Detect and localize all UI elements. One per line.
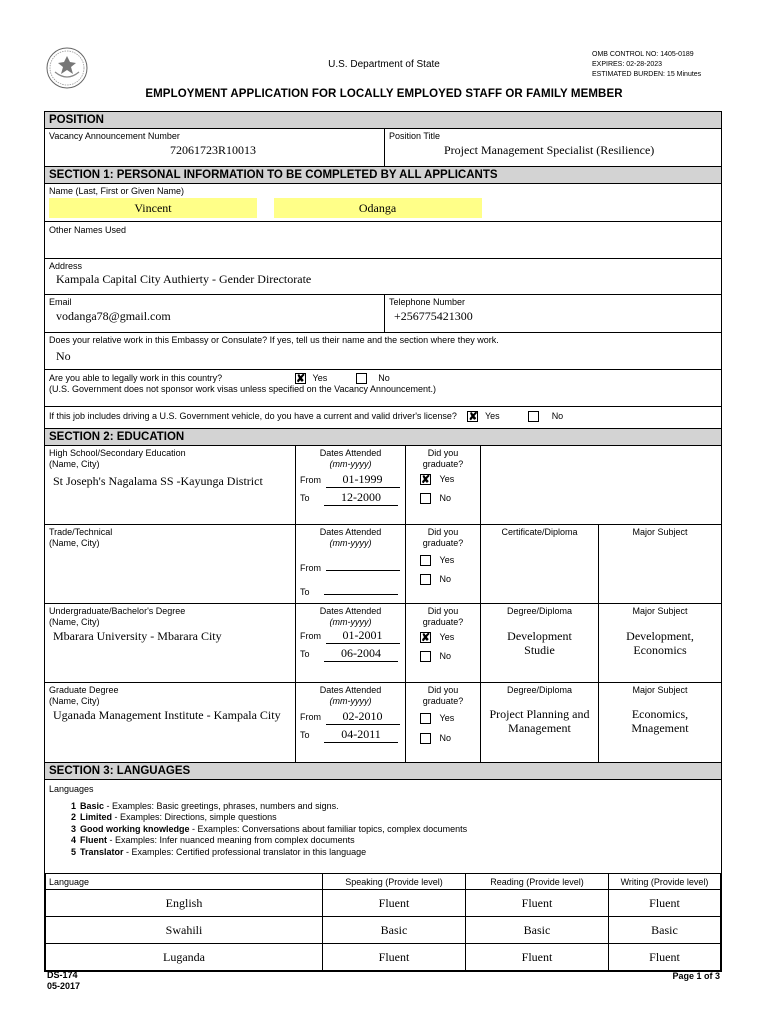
trade-no-checkbox[interactable] bbox=[420, 574, 431, 585]
section2-heading: SECTION 2: EDUCATION bbox=[45, 429, 721, 446]
undergrad-dates bbox=[295, 604, 405, 682]
undergrad-graduate bbox=[405, 604, 480, 682]
graduate-value: Uganada Management Institute - Kampala City bbox=[53, 708, 281, 722]
graduate-to-input[interactable]: 04-2011 bbox=[324, 727, 398, 743]
omb-expires: EXPIRES: 02-28-2023 bbox=[592, 61, 663, 68]
omb-control: OMB CONTROL NO: 1405-0189 bbox=[592, 51, 694, 58]
languages-table bbox=[45, 873, 721, 971]
dates-format: (mm-yyyy) bbox=[329, 617, 372, 627]
writing-cell[interactable]: Fluent bbox=[609, 890, 721, 917]
undergrad-major-value: Development, Economics bbox=[626, 629, 694, 657]
high-school-extra bbox=[480, 446, 721, 524]
high-school-yes-checkbox[interactable]: ✘ bbox=[421, 474, 431, 487]
undergrad-sublabel: (Name, City) bbox=[49, 617, 100, 627]
position-title-label: Position Title bbox=[389, 131, 441, 141]
high-school-name-field[interactable] bbox=[45, 446, 295, 524]
graduate-label: Did you bbox=[427, 606, 459, 616]
other-names-label: Other Names Used bbox=[49, 225, 127, 235]
trade-yes-checkbox[interactable] bbox=[420, 555, 431, 566]
to-label: To bbox=[300, 587, 310, 597]
language-level-desc: - Examples: Infer nuanced meaning from complex documents bbox=[107, 835, 355, 846]
legal-no-label: No bbox=[378, 373, 390, 383]
graduate-degree-sublabel: (Name, City) bbox=[49, 696, 100, 706]
to-label: To bbox=[300, 649, 310, 659]
from-label: From bbox=[300, 563, 321, 573]
form-date: 05-2017 bbox=[47, 981, 81, 991]
phone-value: +256775421300 bbox=[394, 309, 473, 323]
graduate-major-value: Economics, Mnagement bbox=[631, 707, 689, 735]
table-row bbox=[46, 890, 721, 917]
high-school-row bbox=[45, 446, 721, 525]
writing-cell[interactable]: Basic bbox=[609, 917, 721, 944]
writing-cell[interactable]: Fluent bbox=[609, 944, 721, 971]
reading-column-header: Reading (Provide level) bbox=[466, 874, 609, 890]
table-row bbox=[46, 917, 721, 944]
license-yes-checkbox[interactable]: ✘ bbox=[468, 411, 478, 424]
language-level-number: 5 bbox=[71, 846, 77, 857]
graduate-dates bbox=[295, 683, 405, 762]
language-cell[interactable]: Swahili bbox=[46, 917, 323, 944]
undergrad-yes-checkbox[interactable]: ✘ bbox=[421, 632, 431, 645]
language-level-desc: - Examples: Conversations about familiar topics, complex documents bbox=[189, 823, 468, 834]
undergrad-to-input[interactable]: 06-2004 bbox=[324, 646, 398, 662]
trade-from-input[interactable] bbox=[326, 557, 400, 571]
graduate-degree-value: Project Planning and Management bbox=[489, 707, 590, 735]
dates-format: (mm-yyyy) bbox=[329, 538, 372, 548]
from-label: From bbox=[300, 631, 321, 641]
graduate-name-field[interactable] bbox=[45, 683, 295, 762]
graduate-yes-checkbox[interactable] bbox=[420, 713, 431, 724]
dates-label: Dates Attended bbox=[319, 685, 382, 695]
legal-work-field bbox=[45, 370, 721, 406]
language-level-name: Good working knowledge bbox=[80, 823, 190, 834]
address-field[interactable] bbox=[45, 259, 721, 294]
levels-list bbox=[49, 801, 717, 859]
language-cell[interactable]: English bbox=[46, 890, 323, 917]
language-level-number: 2 bbox=[71, 812, 77, 823]
language-cell[interactable]: Luganda bbox=[46, 944, 323, 971]
language-level-desc: - Examples: Directions, simple questions bbox=[112, 812, 277, 823]
legal-yes-checkbox[interactable]: ✘ bbox=[296, 373, 306, 386]
position-heading: POSITION bbox=[45, 112, 721, 129]
undergrad-from-input[interactable]: 01-2001 bbox=[326, 628, 400, 644]
graduate-degree-label: Graduate Degree bbox=[49, 685, 119, 695]
relative-field[interactable] bbox=[45, 333, 721, 369]
language-level-item bbox=[49, 847, 717, 859]
language-level-number: 4 bbox=[71, 835, 77, 846]
speaking-cell[interactable]: Fluent bbox=[323, 890, 466, 917]
trade-to-input[interactable] bbox=[324, 581, 398, 595]
trade-sublabel: (Name, City) bbox=[49, 538, 100, 548]
language-column-header: Language bbox=[46, 874, 323, 890]
speaking-column-header: Speaking (Provide level) bbox=[323, 874, 466, 890]
trade-graduate bbox=[405, 525, 480, 603]
high-school-dates bbox=[295, 446, 405, 524]
writing-column-header: Writing (Provide level) bbox=[609, 874, 721, 890]
legal-work-question: Are you able to legally work in this country? bbox=[49, 373, 223, 383]
undergrad-value: Mbarara University - Mbarara City bbox=[53, 629, 222, 643]
last-name-input[interactable]: Odanga bbox=[274, 198, 482, 218]
graduate-label: Did you bbox=[427, 685, 459, 695]
to-label: To bbox=[300, 730, 310, 740]
languages-label: Languages bbox=[49, 784, 94, 794]
language-level-desc: - Examples: Basic greetings, phrases, numbers and signs. bbox=[104, 800, 339, 811]
omb-info bbox=[592, 50, 701, 80]
form-id bbox=[47, 970, 80, 992]
graduate-sublabel: graduate? bbox=[422, 459, 464, 469]
dates-label: Dates Attended bbox=[319, 448, 382, 458]
reading-cell[interactable]: Basic bbox=[466, 917, 609, 944]
form-title: EMPLOYMENT APPLICATION FOR LOCALLY EMPLOYED STAFF OR FAMILY MEMBER bbox=[145, 88, 623, 100]
language-level-name: Basic bbox=[80, 800, 105, 811]
language-level-desc: - Examples: Certified professional translator in this language bbox=[123, 846, 367, 857]
high-school-to-input[interactable]: 12-2000 bbox=[324, 490, 398, 506]
major-label: Major Subject bbox=[632, 606, 688, 616]
graduate-label: Did you bbox=[427, 527, 459, 537]
language-level-name: Translator bbox=[80, 846, 124, 857]
graduate-degree-field[interactable] bbox=[480, 683, 598, 762]
no-label: No bbox=[439, 651, 452, 662]
high-school-label: High School/Secondary Education bbox=[49, 448, 186, 458]
undergrad-row bbox=[45, 604, 721, 683]
high-school-sublabel: (Name, City) bbox=[49, 459, 100, 469]
email-field[interactable] bbox=[45, 295, 384, 332]
omb-burden: ESTIMATED BURDEN: 15 Minutes bbox=[592, 71, 702, 78]
trade-dates bbox=[295, 525, 405, 603]
dates-label: Dates Attended bbox=[319, 527, 382, 537]
application-form bbox=[44, 111, 722, 972]
no-label: No bbox=[439, 574, 452, 585]
legal-yes-label: Yes bbox=[312, 373, 328, 383]
high-school-value: St Joseph's Nagalama SS -Kayunga District bbox=[53, 474, 263, 488]
relative-question: Does your relative work in this Embassy or Consulate? If yes, tell us their name and the section where they work. bbox=[49, 335, 499, 345]
high-school-graduate bbox=[405, 446, 480, 524]
graduate-sublabel: graduate? bbox=[422, 617, 464, 627]
legal-work-note: (U.S. Government does not sponsor work visas unless specified on the Vacancy Announcement.) bbox=[49, 384, 437, 394]
phone-field[interactable] bbox=[384, 295, 721, 332]
major-label: Major Subject bbox=[632, 685, 688, 695]
section1-heading: SECTION 1: PERSONAL INFORMATION TO BE COMPLETED BY ALL APPLICANTS bbox=[45, 167, 721, 184]
email-value: vodanga78@gmail.com bbox=[56, 309, 171, 323]
language-level-number: 3 bbox=[71, 823, 77, 834]
trade-label: Trade/Technical bbox=[49, 527, 113, 537]
no-label: No bbox=[439, 733, 452, 744]
speaking-cell[interactable]: Basic bbox=[323, 917, 466, 944]
yes-label: Yes bbox=[439, 632, 455, 642]
phone-label: Telephone Number bbox=[389, 297, 466, 307]
graduate-row bbox=[45, 683, 721, 763]
graduate-from-input[interactable]: 02-2010 bbox=[326, 709, 400, 725]
undergrad-name-field[interactable] bbox=[45, 604, 295, 682]
graduate-graduate bbox=[405, 683, 480, 762]
undergrad-label: Undergraduate/Bachelor's Degree bbox=[49, 606, 186, 616]
from-label: From bbox=[300, 475, 321, 485]
cert-label: Certificate/Diploma bbox=[501, 527, 578, 537]
vacancy-number-field[interactable] bbox=[45, 129, 384, 166]
first-name-input[interactable]: Vincent bbox=[49, 198, 257, 218]
from-label: From bbox=[300, 712, 321, 722]
reading-cell[interactable]: Fluent bbox=[466, 944, 609, 971]
graduate-major-field[interactable] bbox=[598, 683, 721, 762]
graduate-label: Did you bbox=[427, 448, 459, 458]
to-label: To bbox=[300, 493, 310, 503]
speaking-cell[interactable]: Fluent bbox=[323, 944, 466, 971]
position-title-field[interactable] bbox=[384, 129, 721, 166]
high-school-no-checkbox[interactable] bbox=[420, 493, 431, 504]
dates-format: (mm-yyyy) bbox=[329, 459, 372, 469]
dates-label: Dates Attended bbox=[319, 606, 382, 616]
dates-format: (mm-yyyy) bbox=[329, 696, 372, 706]
legal-no-checkbox[interactable] bbox=[356, 373, 367, 384]
vacancy-number-value: 72061723R10013 bbox=[170, 143, 257, 157]
yes-label: Yes bbox=[439, 474, 455, 484]
vacancy-number-label: Vacancy Announcement Number bbox=[49, 131, 180, 141]
department-name: U.S. Department of State bbox=[328, 59, 440, 70]
language-level-name: Limited bbox=[80, 812, 113, 823]
language-level-item bbox=[49, 835, 717, 847]
high-school-from-input[interactable]: 01-1999 bbox=[326, 472, 400, 488]
email-label: Email bbox=[49, 297, 72, 307]
position-title-value: Project Management Specialist (Resilience) bbox=[444, 143, 655, 157]
section3-heading: SECTION 3: LANGUAGES bbox=[45, 763, 721, 780]
degree-label: Degree/Diploma bbox=[506, 685, 573, 695]
language-level-number: 1 bbox=[71, 800, 77, 811]
graduate-no-checkbox[interactable] bbox=[420, 733, 431, 744]
trade-cert-field[interactable] bbox=[480, 525, 598, 603]
license-field bbox=[45, 407, 721, 428]
table-row bbox=[46, 944, 721, 971]
language-level-item bbox=[49, 824, 717, 836]
degree-label: Degree/Diploma bbox=[506, 606, 573, 616]
name-field bbox=[45, 184, 721, 221]
relative-answer: No bbox=[56, 349, 71, 363]
license-no-label: No bbox=[551, 411, 564, 421]
yes-label: Yes bbox=[439, 713, 455, 723]
undergrad-degree-value: Development Studie bbox=[507, 629, 572, 657]
graduate-sublabel: graduate? bbox=[422, 696, 464, 706]
undergrad-no-checkbox[interactable] bbox=[420, 651, 431, 662]
page-number: Page 1 of 3 bbox=[672, 971, 720, 981]
other-names-field[interactable] bbox=[45, 222, 721, 258]
license-yes-label: Yes bbox=[484, 411, 500, 421]
graduate-sublabel: graduate? bbox=[422, 538, 464, 548]
trade-major-field[interactable] bbox=[598, 525, 721, 603]
language-level-item bbox=[49, 801, 717, 813]
reading-cell[interactable]: Fluent bbox=[466, 890, 609, 917]
trade-row bbox=[45, 525, 721, 604]
undergrad-major-field[interactable] bbox=[598, 604, 721, 682]
address-value: Kampala Capital City Authierty - Gender Directorate bbox=[56, 272, 312, 286]
address-label: Address bbox=[49, 261, 83, 271]
trade-name-field[interactable] bbox=[45, 525, 295, 603]
major-label: Major Subject bbox=[632, 527, 688, 537]
undergrad-degree-field[interactable] bbox=[480, 604, 598, 682]
language-level-item bbox=[49, 812, 717, 824]
license-question: If this job includes driving a U.S. Government vehicle, do you have a current and valid driver's license? bbox=[49, 411, 457, 421]
language-levels bbox=[45, 780, 721, 873]
no-label: No bbox=[439, 493, 452, 504]
form-number: DS-174 bbox=[47, 970, 78, 980]
yes-label: Yes bbox=[439, 555, 455, 565]
license-no-checkbox[interactable] bbox=[528, 411, 539, 422]
name-label: Name (Last, First or Given Name) bbox=[49, 186, 185, 196]
language-level-name: Fluent bbox=[80, 835, 108, 846]
